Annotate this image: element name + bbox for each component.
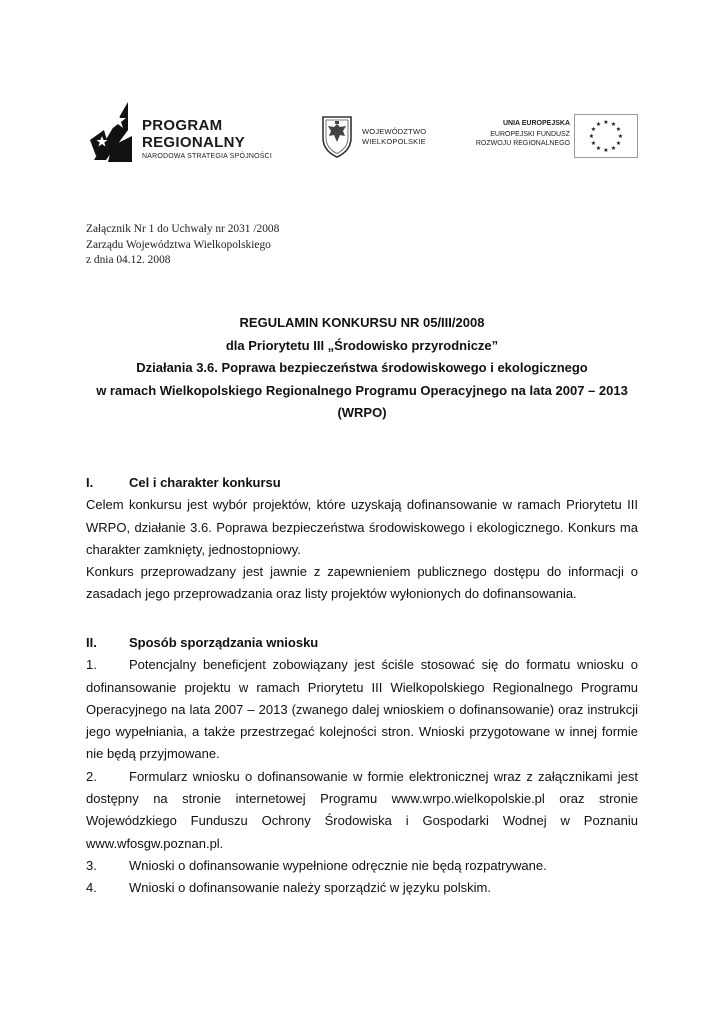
annex-line3: z dnia 04.12. 2008 (86, 254, 171, 266)
section-2-number: II. (86, 635, 97, 650)
section-1-title: Cel i charakter konkursu (129, 475, 281, 490)
eu-logo-line2: EUROPEJSKI FUNDUSZ (490, 131, 570, 138)
program-logo-line2: REGIONALNY (142, 134, 246, 151)
item-number: 3. (86, 857, 97, 873)
section-1-heading (86, 472, 638, 494)
svg-text:★: ★ (610, 145, 617, 152)
section-2-heading (86, 632, 638, 654)
section-2 (86, 632, 638, 900)
svg-text:★: ★ (615, 140, 622, 147)
title-line5: (WRPO) (337, 405, 387, 420)
title-line2: dla Priorytetu III „Środowisko przyrodnicze” (225, 337, 499, 353)
annex-line2: Zarządu Województwa Wielkopolskiego (86, 238, 271, 251)
program-logo-line1: PROGRAM (142, 117, 223, 134)
svg-text:★: ★ (617, 133, 624, 140)
svg-text:★: ★ (615, 126, 622, 133)
svg-text:★: ★ (603, 119, 609, 126)
item-number: 1. (86, 657, 97, 673)
section-2-item-2 (86, 766, 638, 855)
section-1-paragraph-2: Konkurs przeprowadzany jest jawnie z zapewnieniem publicznego dostępu do informacji o zasadach jego przeprowadzania oraz listy projektów wyłonionych do dofinansowania. (86, 564, 638, 602)
section-1-paragraph-1: Celem konkursu jest wybór projektów, które uzyskają dofinansowanie w ramach Priorytetu III WRPO, działanie 3.6. Poprawa bezpieczeństwa środowiskowego i ekologicznego. Konkurs ma charakter zamknięty, jednostopniowy. (86, 497, 638, 557)
section-2-title: Sposób sporządzania wniosku (129, 635, 319, 650)
svg-text:★: ★ (588, 133, 595, 140)
section-1-number: I. (86, 475, 94, 490)
svg-text:★: ★ (610, 121, 617, 128)
svg-text:★: ★ (595, 145, 602, 152)
section-1 (86, 472, 638, 606)
section-2-item-4 (86, 877, 638, 899)
eu-logo (460, 114, 638, 158)
item-text: Wnioski o dofinansowanie należy sporządzić w języku polskim. (129, 880, 491, 896)
program-logo-subtitle: NARODOWA STRATEGIA SPÓJNOŚCI (142, 153, 273, 160)
section-2-item-1 (86, 654, 638, 765)
item-text: Potencjalny beneficjent zobowiązany jest ściśle stosować się do formatu wniosku o dofinansowanie projektu w ramach Priorytetu III Wielkopolskiego Regionalnego Programu Operacyjnego na lata 2007 – 2013 (zwanego dalej wnioskiem o dofinansowanie) oraz instrukcji jego wypełniania, a także przestrzegać kolejności stron. Wnioski przygotowane w innej formie nie będą przyjmowane. (86, 657, 638, 762)
svg-text:★: ★ (590, 126, 597, 133)
title-line1: REGULAMIN KONKURSU NR 05/III/2008 (239, 315, 485, 330)
section-2-item-3 (86, 855, 638, 877)
program-regionalny-emblem-icon (88, 100, 138, 166)
title-line3: Działania 3.6. Poprawa bezpieczeństwa środowiskowego i ekologicznego (136, 360, 588, 375)
eu-logo-line3: ROZWOJU REGIONALNEGO (475, 140, 570, 147)
annex-line1: Załącznik Nr 1 do Uchwały nr 2031 /2008 (86, 223, 280, 235)
eu-flag-icon (574, 114, 638, 158)
title-line4: w ramach Wielkopolskiego Regionalnego Programu Operacyjnego na lata 2007 – 2013 (96, 382, 628, 398)
svg-text:★: ★ (603, 147, 609, 154)
document-title (60, 312, 664, 425)
annex-reference (86, 222, 279, 269)
item-number: 2. (86, 768, 97, 784)
eu-logo-line1: UNIA EUROPEJSKA (502, 120, 570, 127)
program-regionalny-logo (88, 100, 288, 166)
voivodeship-logo-line2: WIELKOPOLSKIE (362, 137, 426, 146)
item-text: Formularz wniosku o dofinansowanie w formie elektronicznej wraz z załącznikami jest dostępny na stronie internetowej Programu www.wrpo.wielkopolskie.pl oraz stronie Wojewódzkiego Funduszu Ochrony Środowiska i Gospodarki Wodnej w Poznaniu www.wfosgw.poznan.pl. (86, 768, 638, 851)
voivodeship-logo-line1: WOJEWÓDZTWO (362, 127, 427, 136)
eagle-crest-icon (320, 114, 354, 158)
item-text: Wnioski o dofinansowanie wypełnione odręcznie nie będą rozpatrywane. (129, 857, 547, 873)
svg-text:★: ★ (595, 121, 602, 128)
voivodeship-logo (320, 114, 440, 158)
svg-text:★: ★ (590, 140, 597, 147)
item-number: 4. (86, 880, 97, 896)
